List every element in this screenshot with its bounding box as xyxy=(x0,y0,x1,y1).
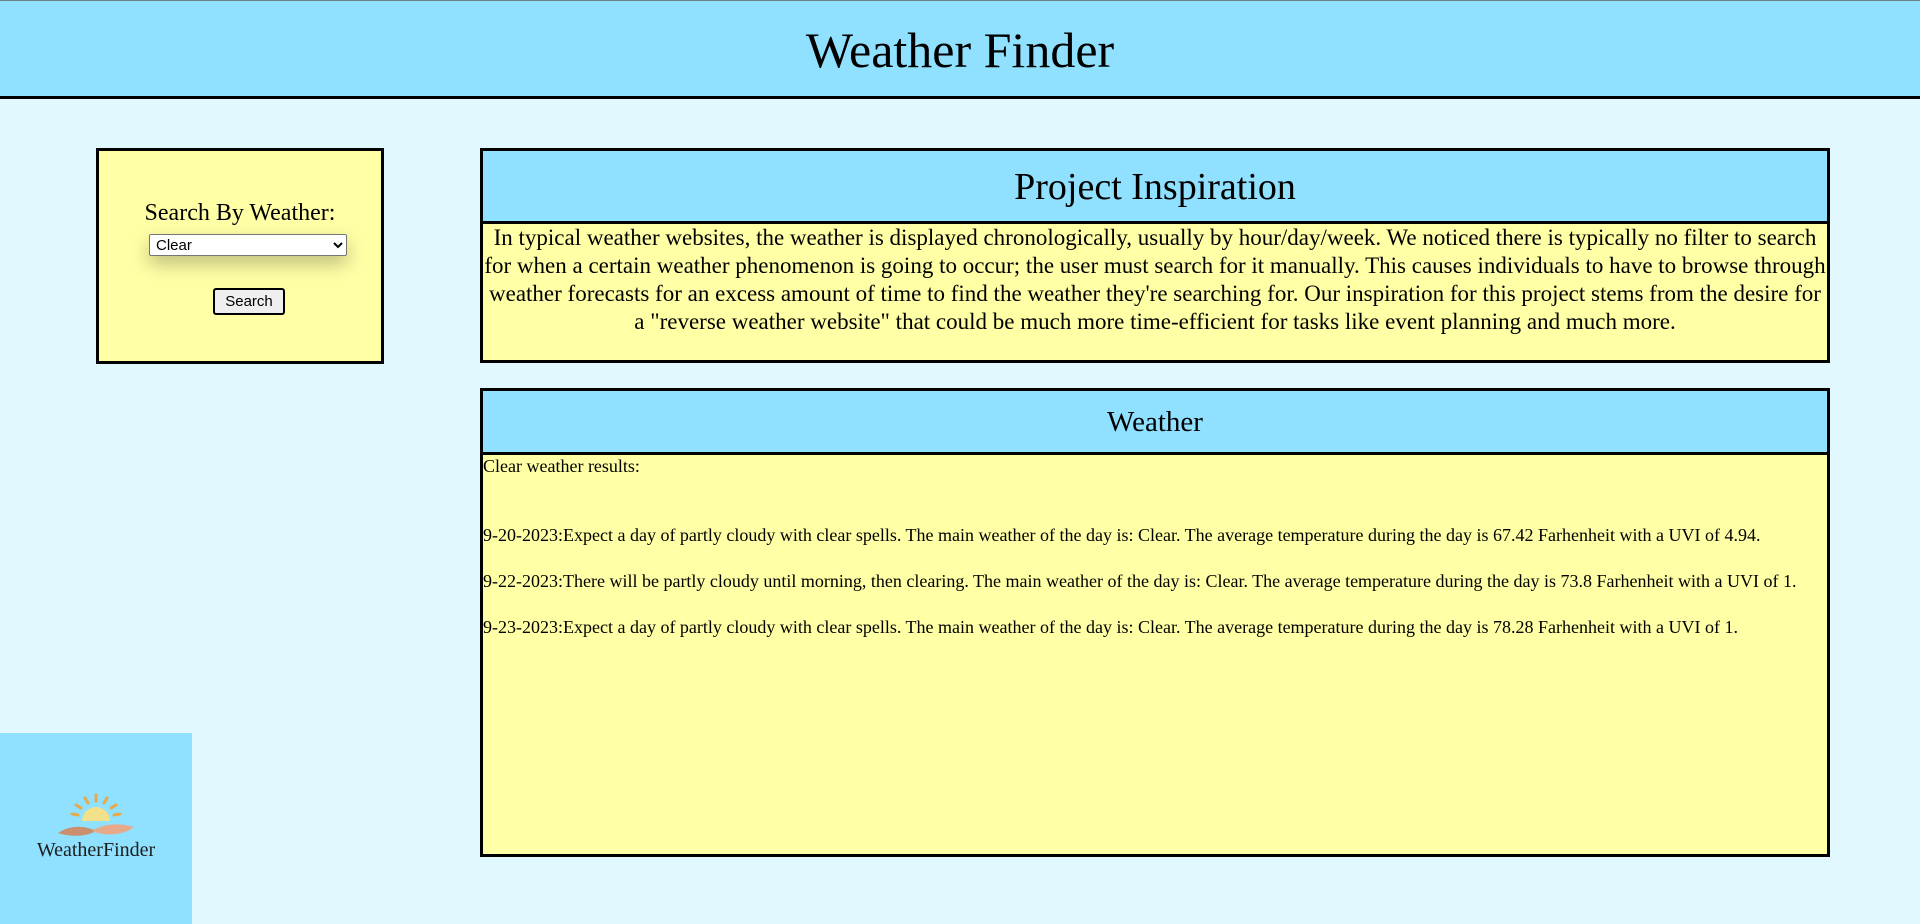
weather-title: Weather xyxy=(1107,406,1203,438)
result-item: 9-22-2023:There will be partly cloudy until morning, then clearing. The main weather of the day is: Clear. The average temperature during the day is 73.8 Farhenheit with a UVI of 1. xyxy=(483,571,1797,591)
logo-box xyxy=(0,733,192,924)
inspiration-title: Project Inspiration xyxy=(1014,166,1296,208)
logo-text: WeatherFinder xyxy=(36,839,156,861)
search-button[interactable]: Search xyxy=(213,288,285,315)
weather-select-wrapper xyxy=(149,234,347,256)
result-item: 9-23-2023:Expect a day of partly cloudy with clear spells. The main weather of the day is: Clear. The average temperature during the day is 78.28 Farhenheit with a UVI of 1. xyxy=(483,617,1738,637)
inspiration-text: In typical weather websites, the weather is displayed chronologically, usually by hour/day/week. We noticed there is typically no filter to search for when a certain weather phenomenon is going to occur; the user must search for it manually. This causes individuals to have to browse through weather forecasts for an excess amount of time to find the weather they're searching for. Our inspiration for this project stems from the desire for a "reverse weather website" that could be much more time-efficient for tasks like event planning and much more. xyxy=(484,225,1826,334)
search-panel xyxy=(96,148,384,364)
sunrise-logo-icon xyxy=(56,791,136,841)
weather-type-select[interactable] xyxy=(149,234,347,256)
result-item: 9-20-2023:Expect a day of partly cloudy with clear spells. The main weather of the day is: Clear. The average temperature during the day is 67.42 Farhenheit with a UVI of 4.94. xyxy=(483,525,1761,545)
inspiration-header xyxy=(483,151,1827,224)
search-label: Search By Weather: xyxy=(144,200,336,226)
page-title: Weather Finder xyxy=(805,22,1115,78)
results-title: Clear weather results: xyxy=(483,456,640,476)
page-header xyxy=(0,0,1920,99)
weather-header xyxy=(483,391,1827,455)
inspiration-panel xyxy=(480,148,1830,363)
weather-results xyxy=(483,455,1827,639)
weather-panel xyxy=(480,388,1830,857)
